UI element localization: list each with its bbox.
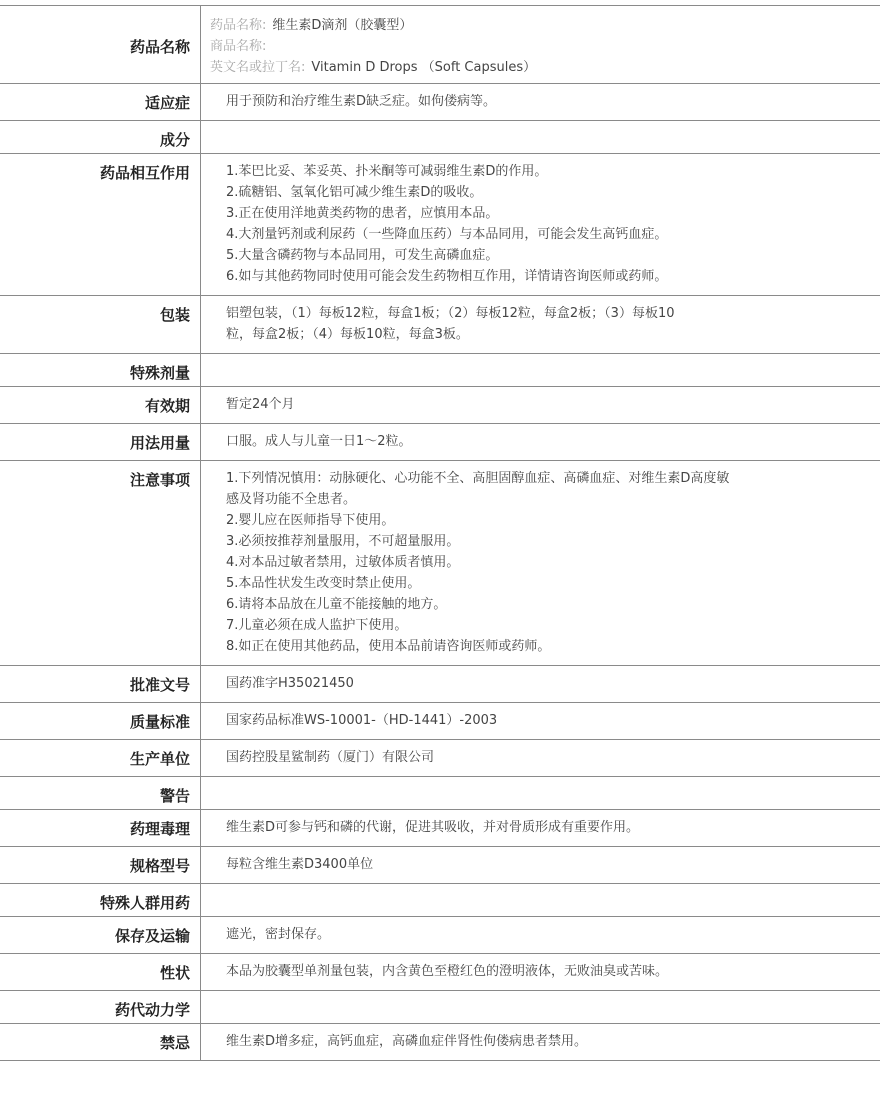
row-specification (0, 847, 880, 884)
row-value (201, 296, 880, 353)
row-approval (0, 666, 880, 703)
interaction-line: 4.大剂量钙剂或利尿药（一些降血压药）与本品同用，可能会发生高钙血症。 (226, 227, 668, 242)
interaction-line: 2.硫糖铝、氢氧化铝可减少维生素D的吸收。 (226, 185, 483, 200)
row-pharmacokinetics (0, 991, 880, 1024)
row-contraindications (0, 1024, 880, 1061)
interaction-line: 3.正在使用洋地黄类药物的患者，应慎用本品。 (226, 206, 499, 221)
row-storage (0, 917, 880, 954)
row-value (201, 777, 880, 809)
precaution-line: 5.本品性状发生改变时禁止使用。 (226, 576, 421, 591)
package-line: 粒，每盒2板；（4）每板10粒，每盒3板。 (226, 327, 469, 342)
drug-info-table (0, 5, 880, 1061)
row-value (201, 121, 880, 153)
precaution-line: 6.请将本品放在儿童不能接触的地方。 (226, 597, 447, 612)
row-label: 药品名称 (0, 6, 201, 83)
row-label: 药品相互作用 (0, 154, 201, 295)
precaution-line: 7.儿童必须在成人监护下使用。 (226, 618, 408, 633)
package-line: 铝塑包装，（1）每板12粒，每盒1板；（2）每板12粒，每盒2板；（3）每板10 (226, 306, 675, 321)
row-value: 用于预防和治疗维生素D缺乏症。如佝偻病等。 (226, 94, 497, 109)
interaction-line: 1.苯巴比妥、苯妥英、扑米酮等可减弱维生素D的作用。 (226, 164, 548, 179)
row-label: 保存及运输 (0, 917, 201, 953)
row-value: 每粒含维生素D3400单位 (226, 857, 374, 872)
row-value: 暂定24个月 (226, 397, 295, 412)
trade-name-line (210, 36, 870, 57)
row-ingredients (0, 121, 880, 154)
row-label: 注意事项 (0, 461, 201, 665)
row-label: 用法用量 (0, 424, 201, 460)
row-value (201, 154, 880, 295)
row-label: 药代动力学 (0, 991, 201, 1023)
row-label: 特殊人群用药 (0, 884, 201, 916)
generic-name-value: 维生素D滴剂（胶囊型） (272, 18, 413, 33)
english-name-value: Vitamin D Drops （Soft Capsules） (311, 60, 537, 75)
precaution-line: 感及肾功能不全患者。 (226, 492, 357, 507)
row-value (201, 991, 880, 1023)
drug-name-values (201, 6, 880, 83)
interaction-line: 6.如与其他药物同时使用可能会发生药物相互作用，详情请咨询医师或药师。 (226, 269, 668, 284)
row-warning (0, 777, 880, 810)
row-label: 质量标准 (0, 703, 201, 739)
precaution-line: 3.必须按推荐剂量服用，不可超量服用。 (226, 534, 460, 549)
precaution-line: 4.对本品过敏者禁用，过敏体质者慎用。 (226, 555, 460, 570)
row-label: 适应症 (0, 84, 201, 120)
row-value: 国药准字H35021450 (226, 676, 354, 691)
row-value: 国家药品标准WS-10001-（HD-1441）-2003 (226, 713, 498, 728)
row-value: 维生素D增多症，高钙血症，高磷血症伴肾性佝偻病患者禁用。 (226, 1034, 588, 1049)
row-precautions (0, 461, 880, 666)
row-special-groups (0, 884, 880, 917)
row-value: 维生素D可参与钙和磷的代谢，促进其吸收，并对骨质形成有重要作用。 (226, 820, 640, 835)
row-validity (0, 387, 880, 424)
row-value (201, 884, 880, 916)
row-label: 特殊剂量 (0, 354, 201, 386)
precaution-line: 8.如正在使用其他药品，使用本品前请咨询医师或药师。 (226, 639, 551, 654)
row-label: 禁忌 (0, 1024, 201, 1060)
row-description (0, 954, 880, 991)
row-special-dose (0, 354, 880, 387)
row-usage (0, 424, 880, 461)
precaution-line: 1.下列情况慎用：动脉硬化、心功能不全、高胆固醇血症、高磷血症、对维生素D高度敏 (226, 471, 730, 486)
english-name-key: 英文名或拉丁名: (210, 60, 306, 75)
row-label: 警告 (0, 777, 201, 809)
trade-name-key: 商品名称: (210, 39, 267, 54)
row-interactions (0, 154, 880, 296)
generic-name-key: 药品名称: (210, 18, 267, 33)
row-label: 生产单位 (0, 740, 201, 776)
row-pharmacology (0, 810, 880, 847)
row-label: 批准文号 (0, 666, 201, 702)
row-manufacturer (0, 740, 880, 777)
row-value: 国药控股星鲨制药（厦门）有限公司 (226, 750, 435, 765)
row-value: 口服。成人与儿童一日1～2粒。 (226, 434, 412, 449)
row-value (201, 354, 880, 386)
row-package (0, 296, 880, 354)
row-label: 性状 (0, 954, 201, 990)
english-name-line (210, 57, 870, 78)
generic-name-line (210, 15, 870, 36)
interaction-line: 5.大量含磷药物与本品同用，可发生高磷血症。 (226, 248, 499, 263)
row-value: 本品为胶囊型单剂量包装，内含黄色至橙红色的澄明液体，无败油臭或苦味。 (226, 964, 669, 979)
row-label: 成分 (0, 121, 201, 153)
row-label: 规格型号 (0, 847, 201, 883)
row-standard (0, 703, 880, 740)
row-label: 包装 (0, 296, 201, 353)
row-label: 有效期 (0, 387, 201, 423)
row-value (201, 461, 880, 665)
row-indication (0, 84, 880, 121)
row-value: 遮光，密封保存。 (226, 927, 331, 942)
row-drug-name (0, 6, 880, 84)
row-label: 药理毒理 (0, 810, 201, 846)
precaution-line: 2.婴儿应在医师指导下使用。 (226, 513, 395, 528)
